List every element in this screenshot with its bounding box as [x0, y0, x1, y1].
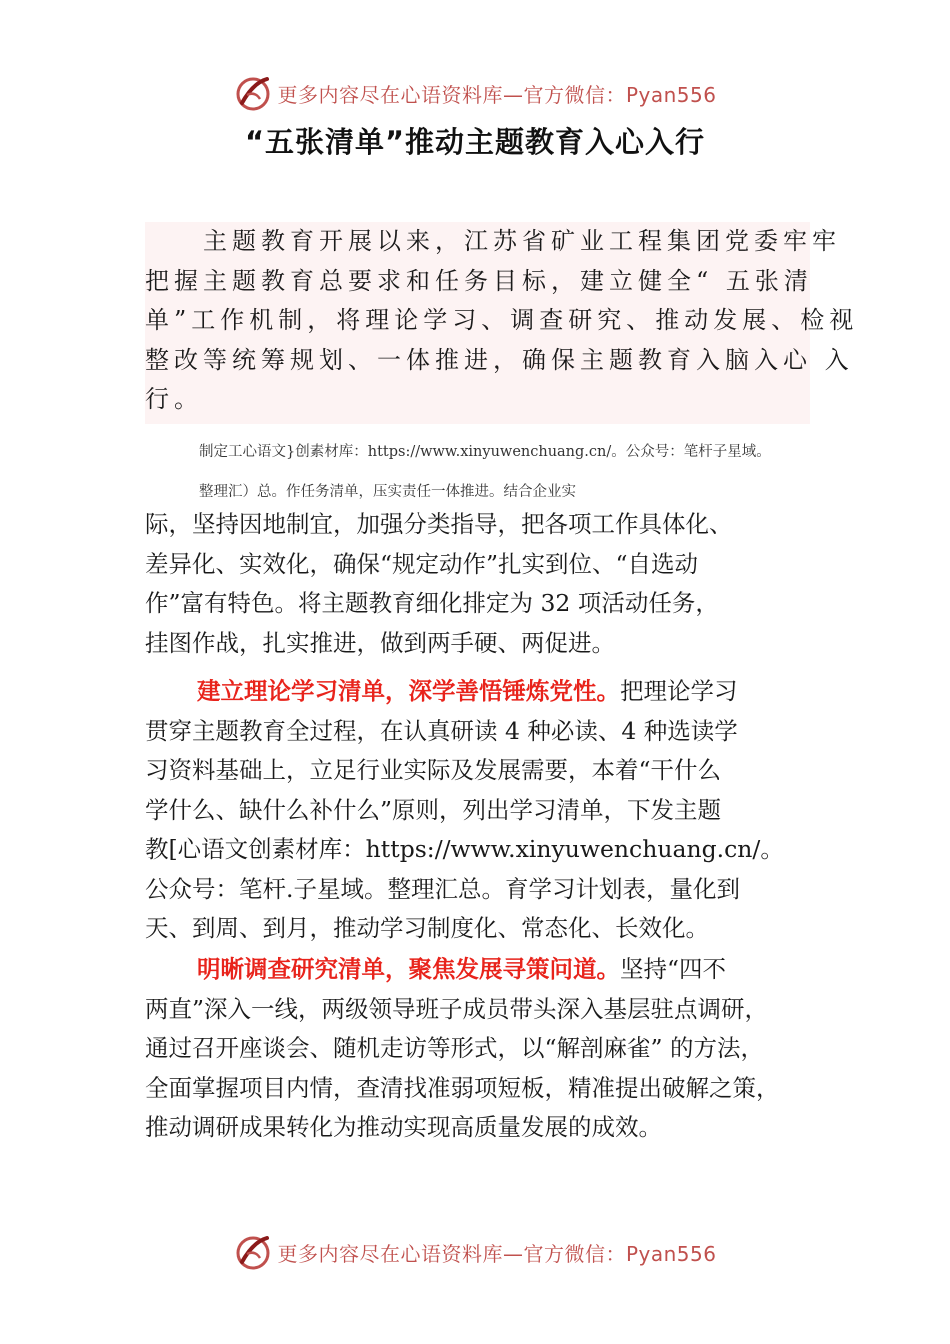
brush-seal-icon [233, 1232, 273, 1272]
text-line: 公众号：笔杆.子星域。整理汇总。育学习计划表，量化到 [145, 874, 740, 903]
text-line: 学什么、缺什么补什么”原则，列出学习清单，下发主题 [145, 795, 722, 824]
text-line: 际，坚持因地制宜，加强分类指导，把各项工作具体化、 [145, 510, 733, 538]
text-line: 挂图作战，扎实推进，做到两手硬、两促进。 [145, 628, 615, 657]
body-paragraph-2 [145, 672, 835, 949]
heading-line [145, 950, 835, 990]
intro-line: 单”工作机制，将理论学习、调查研究、推动发展、检视 [145, 306, 859, 334]
footer-banner [0, 1229, 950, 1275]
text-line: 差异化、实效化，确保“规定动作”扎实到位、“自选动 [145, 549, 699, 578]
source-note-1: 制定工心语文}创素材库：https://www.xinyuwenchuang.cn/。公众号：笔杆子星域。 [199, 444, 771, 460]
text-line: 贯穿主题教育全过程，在认真研读 4 种必读、4 种选读学 [145, 716, 738, 745]
text-line: 全面掌握项目内情，查清找准弱项短板，精准提出破解之策， [145, 1073, 780, 1102]
text-line: 两直”深入一线，两级领导班子成员带头深入基层驻点调研， [145, 994, 769, 1023]
intro-line: 行。 [145, 385, 203, 413]
intro-paragraph [145, 222, 859, 424]
heading-rest: 坚持“四不 [620, 955, 727, 983]
banner-text: 更多内容尽在心语资料库—官方微信：Pyan556 [277, 1241, 717, 1266]
source-note-2: 整理汇）总。作任务清单，压实责任一体推进。结合企业实 [199, 484, 576, 500]
intro-line: 把握主题教育总要求和任务目标，建立健全“ 五张清 [145, 266, 813, 295]
section-heading-theory: 建立理论学习清单，深学善悟锤炼党性。 [197, 677, 620, 705]
page-title: “五张清单”推动主题教育入心入行 [244, 125, 706, 159]
body-paragraph-3 [145, 950, 835, 1148]
intro-line: 整改等统筹规划、一体推进，确保主题教育入脑入心 入 [145, 345, 854, 374]
text-line: 天、到周、到月，推动学习制度化、常态化、长效化。 [145, 914, 709, 942]
text-line: 通过召开座谈会、随机走访等形式，以“解剖麻雀” 的方法， [145, 1034, 764, 1062]
text-line: 推动调研成果转化为推动实现高质量发展的成效。 [145, 1113, 662, 1141]
banner-text: 更多内容尽在心语资料库—官方微信：Pyan556 [277, 82, 717, 107]
brush-seal-icon [233, 73, 273, 113]
header-banner [0, 70, 950, 116]
intro-line: 主题教育开展以来，江苏省矿业工程集团党委牢牢 [203, 227, 841, 255]
text-line: 习资料基础上，立足行业实际及发展需要，本着“干什么 [145, 756, 722, 784]
heading-line [145, 672, 835, 712]
text-line: 教[心语文创素材库：https://www.xinyuwenchuang.cn/。 [145, 835, 784, 863]
heading-rest: 把理论学习 [620, 677, 738, 705]
text-line: 作”富有特色。将主题教育细化排定为 32 项活动任务， [145, 589, 719, 617]
body-paragraph-1 [145, 505, 835, 663]
section-heading-research: 明晰调查研究清单，聚焦发展寻策问道。 [197, 955, 620, 983]
